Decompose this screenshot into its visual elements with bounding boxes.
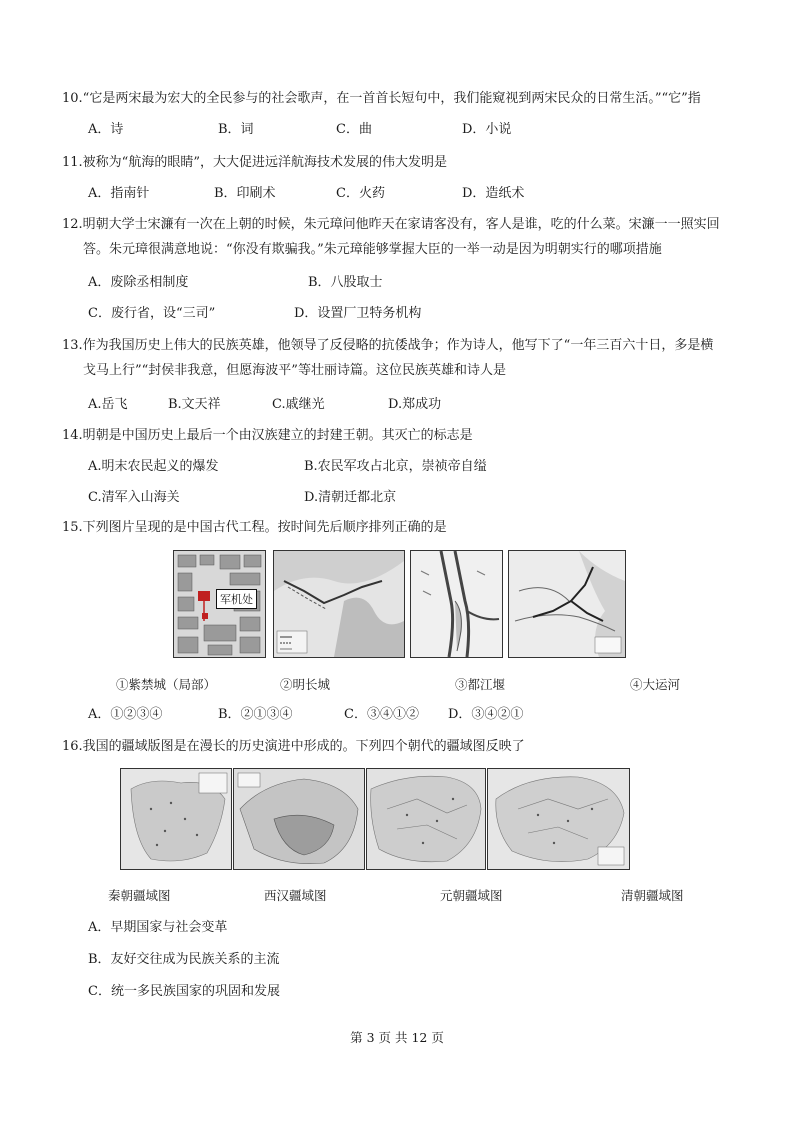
qing-territory-map-image xyxy=(487,768,630,870)
q10-option-d: D．小说 xyxy=(462,122,512,137)
question-15-stem: 15.下列图片呈现的是中国古代工程。按时间先后顺序排列正确的是 xyxy=(62,520,447,535)
q15-option-c: C．③④①② xyxy=(344,707,419,722)
q16-caption-qing: 清朝疆域图 xyxy=(621,888,684,903)
qin-territory-map-image xyxy=(120,768,232,870)
q14-option-b: B.农民军攻占北京，崇祯帝自缢 xyxy=(304,459,487,474)
western-han-territory-map-image xyxy=(233,768,365,870)
q13-option-b: B.文天祥 xyxy=(168,397,221,412)
q15-option-b: B．②①③④ xyxy=(218,707,293,722)
q16-caption-western-han: 西汉疆域图 xyxy=(264,888,327,903)
grand-canal-map-image xyxy=(508,550,626,658)
dujiangyan-image xyxy=(410,550,503,658)
q12-option-d: D．设置厂卫特务机构 xyxy=(294,306,422,321)
q13-option-c: C.戚继光 xyxy=(272,397,325,412)
q13-option-d: D.郑成功 xyxy=(388,397,442,412)
q13-option-a: A.岳飞 xyxy=(88,397,128,412)
q15-caption-1: ①紫禁城（局部） xyxy=(116,677,217,692)
question-12-stem-line1: 12.明朝大学士宋濂有一次在上朝的时候，朱元璋问他昨天在家请客没有，客人是谁，吃的什么菜。宋濂一一照实回 xyxy=(62,217,720,232)
q14-option-c: C.清军入山海关 xyxy=(88,490,180,505)
q15-option-d: D．③④②① xyxy=(448,707,524,722)
q14-option-a: A.明末农民起义的爆发 xyxy=(88,459,219,474)
question-12-stem-line2: 答。朱元璋很满意地说：“你没有欺骗我。”朱元璋能够掌握大臣的一举一动是因为明朝实行的哪项措施 xyxy=(83,242,662,257)
q15-option-a: A．①②③④ xyxy=(88,707,163,722)
q16-caption-qin: 秦朝疆域图 xyxy=(108,888,171,903)
q15-caption-3: ③都江堰 xyxy=(455,677,506,692)
question-10-stem: 10.“它是两宋最为宏大的全民参与的社会歌声，在一首首长短句中，我们能窥视到两宋民众的日常生活。”“它”指 xyxy=(62,91,701,106)
q11-option-a: A．指南针 xyxy=(88,186,150,201)
yuan-territory-map-image xyxy=(366,768,486,870)
q16-option-a: A．早期国家与社会变革 xyxy=(88,920,228,935)
forbidden-city-image xyxy=(173,550,266,658)
question-11-stem: 11.被称为“航海的眼睛”，大大促进远洋航海技术发展的伟大发明是 xyxy=(62,155,447,170)
question-14-stem: 14.明朝是中国历史上最后一个由汉族建立的封建王朝。其灭亡的标志是 xyxy=(62,428,473,443)
q11-option-c: C．火药 xyxy=(336,186,385,201)
junjichu-label: 军机处 xyxy=(216,589,257,609)
q11-option-d: D．造纸术 xyxy=(462,186,525,201)
q15-caption-4: ④大运河 xyxy=(630,677,681,692)
q12-option-a: A．废除丞相制度 xyxy=(88,275,189,290)
q10-option-b: B．词 xyxy=(218,122,254,137)
q12-option-c: C．废行省，设“三司” xyxy=(88,306,216,321)
q15-caption-2: ②明长城 xyxy=(280,677,331,692)
great-wall-map-image xyxy=(273,550,405,658)
question-13-stem-line1: 13.作为我国历史上伟大的民族英雄，他领导了反侵略的抗倭战争；作为诗人，他写下了“一年三百六十日，多是横 xyxy=(62,338,714,353)
q16-option-b: B．友好交往成为民族关系的主流 xyxy=(88,952,280,967)
question-13-stem-line2: 戈马上行”“封侯非我意，但愿海波平”等壮丽诗篇。这位民族英雄和诗人是 xyxy=(83,363,506,378)
page-number-footer: 第 3 页 共 12 页 xyxy=(350,1030,444,1045)
q16-option-c: C．统一多民族国家的巩固和发展 xyxy=(88,984,280,999)
q12-option-b: B．八股取士 xyxy=(308,275,383,290)
question-16-stem: 16.我国的疆域版图是在漫长的历史演进中形成的。下列四个朝代的疆域图反映了 xyxy=(62,739,525,754)
q14-option-d: D.清朝迁都北京 xyxy=(304,490,397,505)
q10-option-a: A．诗 xyxy=(88,122,124,137)
q16-caption-yuan: 元朝疆域图 xyxy=(440,888,503,903)
q11-option-b: B．印刷术 xyxy=(214,186,276,201)
q10-option-c: C．曲 xyxy=(336,122,372,137)
